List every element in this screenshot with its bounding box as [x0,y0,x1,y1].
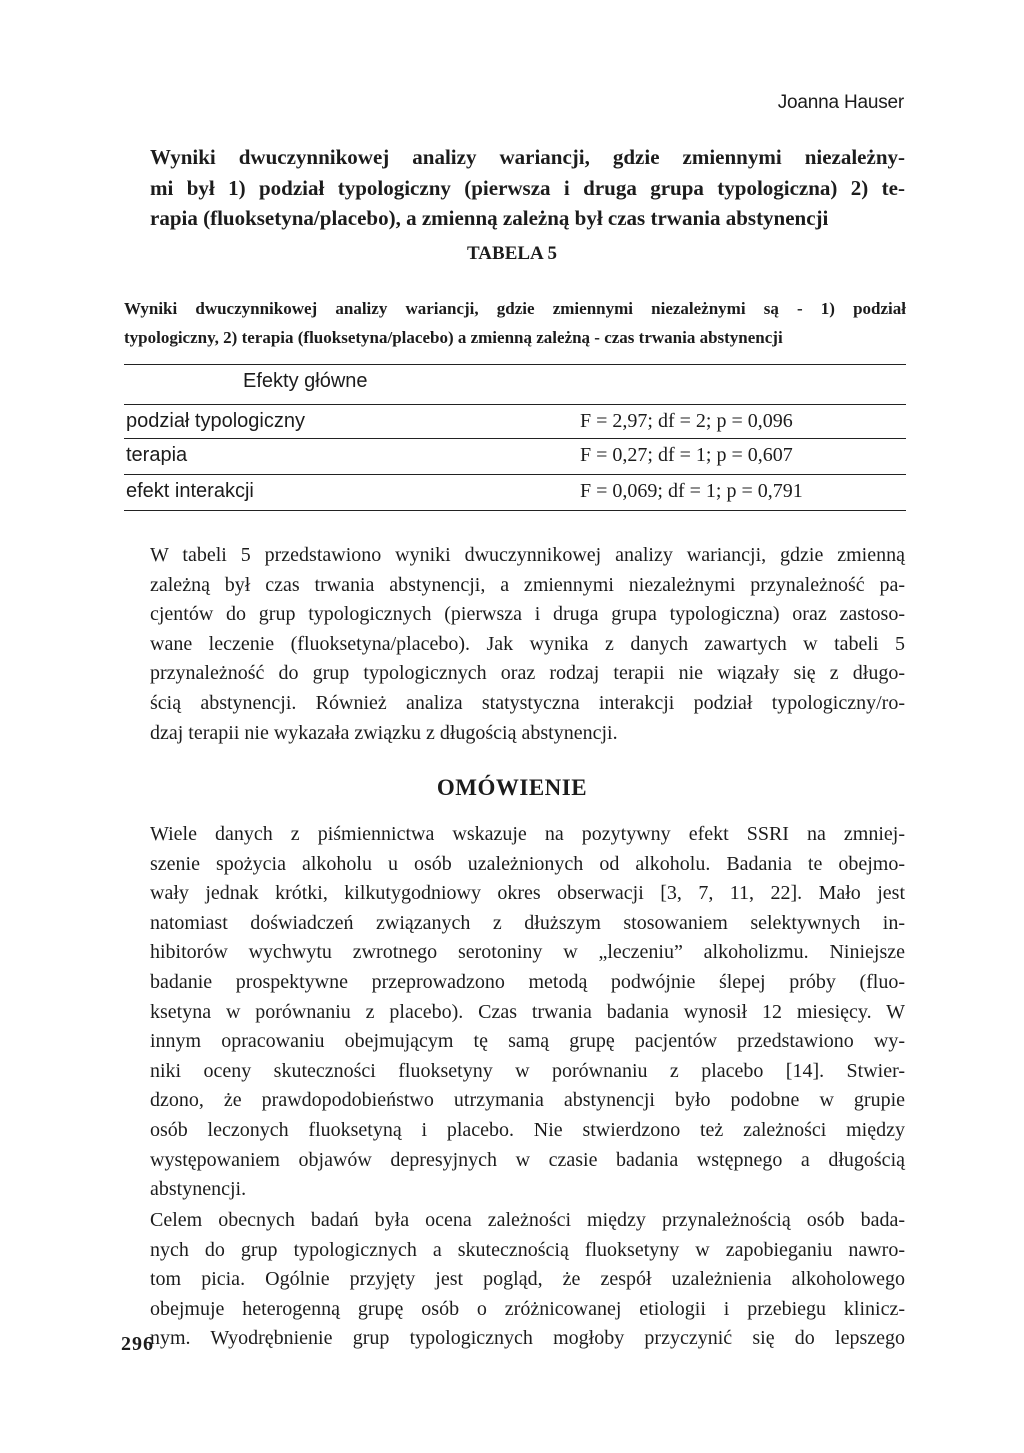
text-line: osób leczonych fluoksetyną i placebo. Nie stwierdzono też zależności między [150,1118,905,1141]
table-cell-statistics: F = 0,27; df = 1; p = 0,607 [580,444,793,466]
paragraph-results [150,541,905,748]
text-line: hibitorów wychwytu zwrotnego serotoniny w „leczeniu” alkoholizmu. Niniejsze [150,941,905,964]
table-cell-statistics: F = 2,97; df = 2; p = 0,096 [580,410,793,432]
table-caption-line: Wyniki dwuczynnikowej analizy wariancji, gdzie zmiennymi niezależnymi są - 1) podział [124,299,906,318]
text-line: abstynencji. [150,1178,247,1201]
text-line: dzaj terapii nie wykazała związku z długością abstynencji. [150,721,618,744]
page-number: 296 [121,1333,154,1355]
text-line: innym opracowaniu obejmującym tę samą grupę pacjentów przedstawiono wy- [150,1030,905,1053]
table-label: TABELA 5 [467,243,557,264]
table-caption [124,294,906,352]
text-line: szenie spożycia alkoholu u osób uzależnionych od alkoholu. Badania te obejmo- [150,852,905,875]
table-row-rule [124,474,906,475]
table-row [124,410,906,440]
table-top-rule [124,364,906,365]
text-line: przynależność do grup typologicznych oraz rodzaj terapii nie wiązały się z długo- [150,662,905,685]
text-line: niki oceny skuteczności fluoksetyny w porównaniu z placebo [14]. Stwier- [150,1059,905,1082]
intro-heading-line: Wyniki dwuczynnikowej analizy wariancji, gdzie zmiennymi niezależny- [150,145,905,169]
text-line: Wiele danych z piśmiennictwa wskazuje na pozytywny efekt SSRI na zmniej- [150,823,905,845]
text-line: W tabeli 5 przedstawiono wyniki dwuczynnikowej analizy wariancji, gdzie zmienną [150,544,905,566]
text-line: natomiast doświadczeń związanych z dłuższym stosowaniem selektywnych in- [150,911,905,934]
text-line: występowaniem objawów depresyjnych w czasie badania wstępnego a długością [150,1148,905,1171]
paragraph-discussion [150,820,905,1205]
text-line: Celem obecnych badań była ocena zależności między przynależnością osób bada- [150,1209,905,1231]
table-cell-effect: podział typologiczny [126,410,305,432]
table-cell-statistics: F = 0,069; df = 1; p = 0,791 [580,480,803,502]
paragraph-aims [150,1206,905,1354]
text-line: tom picia. Ogólnie przyjęty jest pogląd, że zespół uzależnienia alkoholowego [150,1268,905,1291]
intro-heading-line: rapia (fluoksetyna/placebo), a zmienną zależną był czas trwania abstynencji [150,206,829,230]
section-heading: OMÓWIENIE [436,775,588,800]
text-line: wane leczenie (fluoksetyna/placebo). Jak wynika z danych zawartych w tabeli 5 [150,632,905,655]
text-line: nych do grup typologicznych a skutecznością fluoksetyny w zapobieganiu nawro- [150,1238,905,1261]
table-row [124,480,906,510]
table-cell-effect: terapia [126,444,188,466]
text-line: obejmuje heterogenną grupę osób o zróżnicowanej etiologii i przebiegu klinicz- [150,1297,905,1320]
text-line: zależną był czas trwania abstynencji, a zmiennymi niezależnymi przynależność pa- [150,573,905,596]
text-line: nym. Wyodrębnienie grup typologicznych mogłoby przyczynić się do lepszego [150,1327,905,1350]
text-line: wały jednak krótki, kilkutygodniowy okres obserwacji [3, 7, 11, 22]. Mało jest [150,882,905,905]
text-line: badanie prospektywne przeprowadzono metodą podwójnie ślepej próby (fluo- [150,970,905,993]
table-header-main-effects: Efekty główne [243,370,368,392]
text-line: ścią abstynencji. Również analiza statystyczna interakcji podział typologiczny/ro- [150,691,905,714]
table-cell-effect: efekt interakcji [126,480,254,502]
text-line: ksetyna w porównaniu z placebo). Czas trwania badania wynosił 12 miesięcy. W [150,1000,905,1023]
table-row [124,444,906,474]
running-head-author: Joanna Hauser [777,92,904,113]
table-caption-line: typologiczny, 2) terapia (fluoksetyna/placebo) a zmienną zależną - czas trwania abstynencji [124,328,783,347]
table-header-rule [124,404,906,405]
text-line: dzono, że prawdopodobieństwo utrzymania abstynencji było podobne w grupie [150,1089,905,1112]
intro-heading [150,142,905,234]
table-bottom-rule [124,510,906,511]
intro-heading-line: mi był 1) podział typologiczny (pierwsza i druga grupa typologiczna) 2) te- [150,175,905,200]
text-line: cjentów do grup typologicznych (pierwsza i druga grupa typologiczna) oraz zastoso- [150,603,905,626]
table-row-rule [124,438,906,439]
